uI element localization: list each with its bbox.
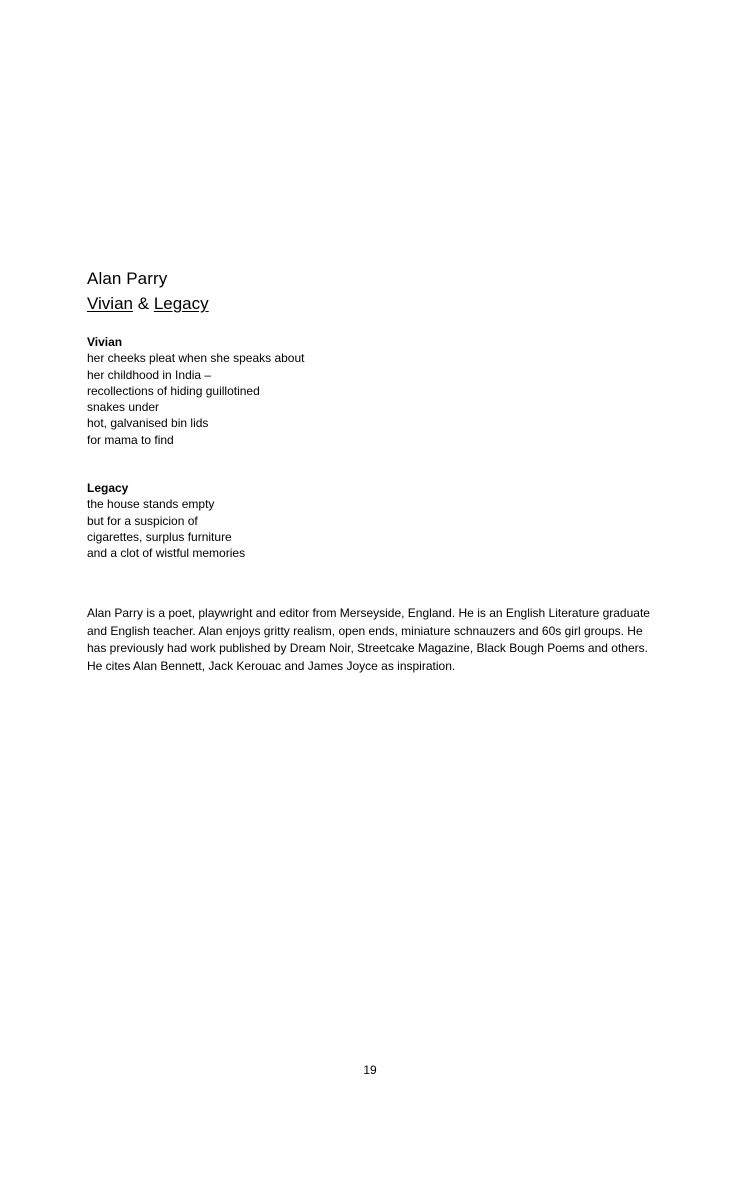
- poem-vivian: [87, 334, 304, 448]
- title-vivian: Vivian: [87, 294, 133, 313]
- poem-line: cigarettes, surplus furniture: [87, 529, 232, 544]
- poem-title: Vivian: [87, 335, 123, 349]
- poem-line: her cheeks pleat when she speaks about: [87, 351, 305, 366]
- page-number: 19: [363, 1063, 377, 1077]
- poem-line: recollections of hiding guillotined: [87, 383, 260, 398]
- poem-line: for mama to find: [87, 432, 174, 447]
- author-name: Alan Parry: [87, 269, 168, 288]
- poem-line: the house stands empty: [87, 497, 215, 512]
- title-separator: &: [137, 294, 150, 313]
- poem-line: but for a suspicion of: [87, 513, 198, 528]
- author-bio: Alan Parry is a poet, playwright and editor from Merseyside, England. He is an English Literature graduate and English teacher. Alan enjoys gritty realism, open ends, miniature schnauzers and 60s girl groups. He has previously had work published by Dream Noir, Streetcake Magazine, Black Bough Poems and others. He cites Alan Bennett, Jack Kerouac and James Joyce as inspiration.: [87, 606, 650, 673]
- title-legacy: Legacy: [153, 294, 209, 313]
- poem-line: her childhood in India –: [87, 367, 212, 382]
- poem-line: hot, galvanised bin lids: [87, 416, 209, 431]
- poem-legacy: [87, 480, 245, 561]
- poem-line: snakes under: [87, 400, 160, 415]
- poem-title: Legacy: [87, 481, 129, 495]
- poem-line: and a clot of wistful memories: [87, 546, 246, 561]
- poem-titles-heading: [87, 293, 209, 315]
